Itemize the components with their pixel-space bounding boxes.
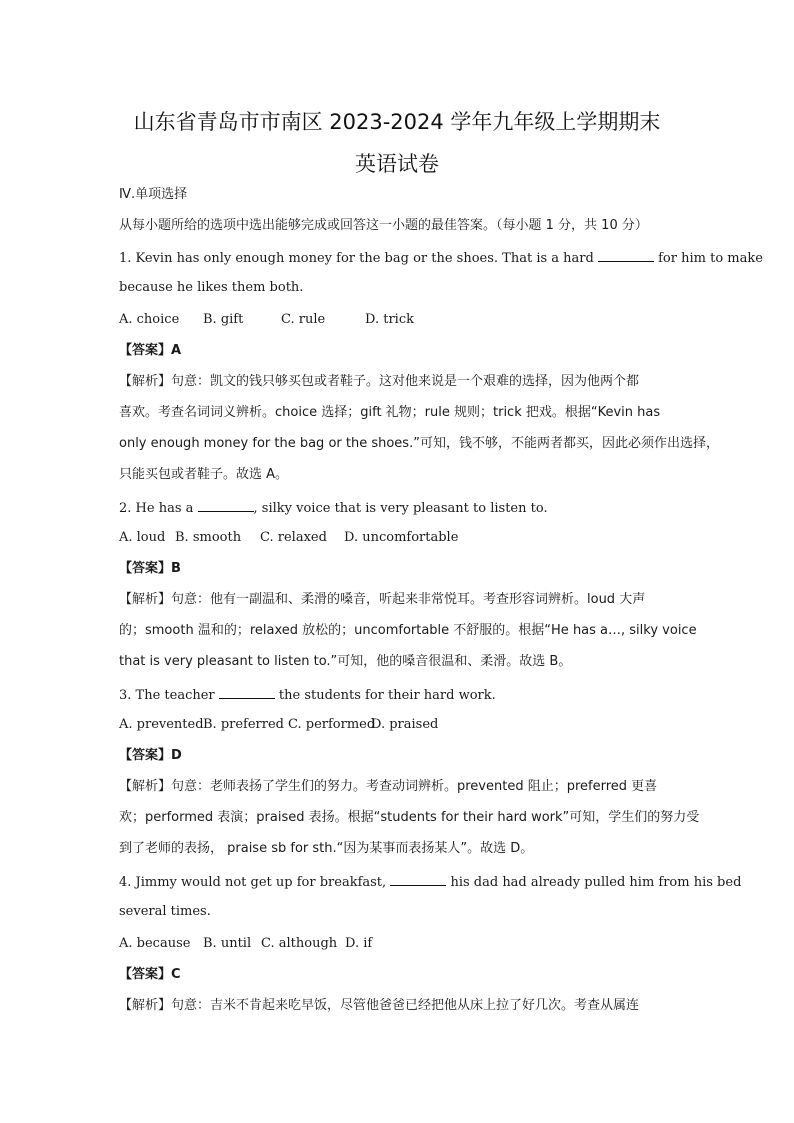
option-c: C. rule (281, 312, 326, 327)
question-text-part: 1. Kevin has only enough money for the bag or the shoes. That is a hard (119, 251, 594, 266)
question-3-analysis-line: 欢；performed 表演；praised 表扬。根据“students for their hard work”可知，学生们的努力受 (119, 810, 700, 825)
option-c: C. performed (288, 717, 376, 732)
option-a: A. loud (119, 530, 166, 545)
question-text-part: 4. Jimmy would not get up for breakfast, (119, 875, 387, 890)
question-2-answer: 【答案】B (119, 561, 181, 576)
question-3-analysis-line: 到了老师的表扬， praise sb for sth.“因为某事而表扬某人”。故选 D。 (119, 841, 534, 856)
question-4-text-cont: several times. (119, 904, 211, 919)
question-text-part: his dad had already pulled him from his bed (450, 875, 742, 890)
question-3-analysis-line: 【解析】句意：老师表扬了学生们的努力。考查动词辨析。prevented 阻止；preferred 更喜 (119, 779, 658, 794)
question-3-answer: 【答案】D (119, 748, 182, 763)
option-c: C. although (261, 936, 338, 951)
question-text-part: 3. The teacher (119, 688, 215, 703)
option-b: B. preferred (203, 717, 284, 732)
question-2-options (119, 530, 679, 546)
question-4-answer: 【答案】C (119, 967, 181, 982)
question-1-text-cont: because he likes them both. (119, 280, 304, 295)
question-1-options (119, 312, 679, 328)
question-text-part: for him to make (658, 251, 763, 266)
question-2-analysis-line: 【解析】句意：他有一副温和、柔滑的嗓音，听起来非常悦耳。考查形容词辨析。loud 大声 (119, 592, 646, 607)
question-1-analysis-line: only enough money for the bag or the shoes.”可知，钱不够，不能两者都买，因此必须作出选择， (119, 436, 719, 451)
question-4-text (119, 873, 742, 891)
option-c: C. relaxed (260, 530, 327, 545)
option-d: D. praised (371, 717, 439, 732)
section-instruction: 从每小题所给的选项中选出能够完成或回答这一小题的最佳答案。（每小题 1 分，共 10 分） (119, 218, 648, 233)
section-heading: Ⅳ.单项选择 (119, 187, 188, 202)
question-1-analysis-line: 只能买包或者鞋子。故选 A。 (119, 467, 289, 482)
question-1-answer: 【答案】A (119, 343, 182, 358)
question-4-analysis-line: 【解析】句意：吉米不肯起来吃早饭，尽管他爸爸已经把他从床上拉了好几次。考查从属连 (119, 998, 640, 1013)
answer-blank (198, 499, 254, 512)
question-1-analysis-line: 【解析】句意：凯文的钱只够买包或者鞋子。这对他来说是一个艰难的选择，因为他两个都 (119, 374, 640, 389)
question-4-options (119, 936, 679, 952)
option-d: D. if (345, 936, 373, 951)
question-2-text (119, 499, 679, 517)
question-2-analysis-line: that is very pleasant to listen to.”可知，他的嗓音很温和、柔滑。故选 B。 (119, 654, 572, 669)
page-title: 山东省青岛市市南区 2023-2024 学年九年级上学期期末 (133, 110, 661, 134)
question-text-part: the students for their hard work. (278, 688, 496, 703)
question-3-options (119, 717, 679, 733)
question-text-part: 2. He has a (119, 501, 194, 516)
option-b: B. gift (203, 312, 244, 327)
option-a: A. because (119, 936, 191, 951)
answer-blank (598, 249, 654, 262)
option-b: B. smooth (175, 530, 242, 545)
question-1-analysis-line: 喜欢。考查名词词义辨析。choice 选择；gift 礼物；rule 规则；trick 把戏。根据“Kevin has (119, 405, 661, 420)
page-subtitle: 英语试卷 (355, 152, 439, 176)
option-d: D. trick (365, 312, 414, 327)
option-b: B. until (203, 936, 252, 951)
answer-blank (219, 686, 275, 699)
question-text-part: , silky voice that is very pleasant to listen to. (253, 501, 548, 516)
question-2-analysis-line: 的；smooth 温和的；relaxed 放松的；uncomfortable 不舒服的。根据“He has a…, silky voice (119, 623, 697, 638)
question-1-text (119, 249, 763, 267)
option-d: D. uncomfortable (344, 530, 459, 545)
option-a: A. prevented (119, 717, 204, 732)
answer-blank (390, 873, 446, 886)
option-a: A. choice (119, 312, 180, 327)
question-3-text (119, 686, 679, 704)
